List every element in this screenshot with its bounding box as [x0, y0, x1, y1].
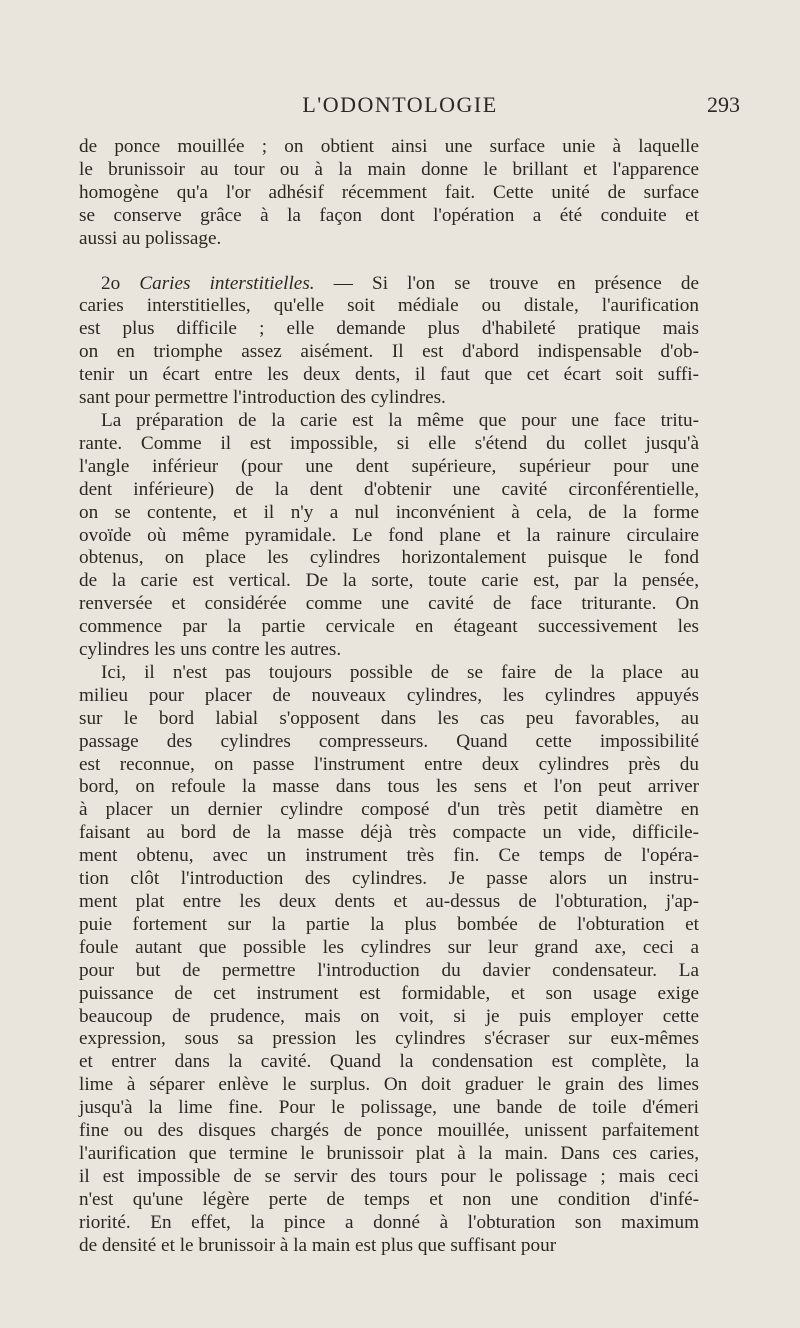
text-line: faisant au bord de la masse déjà très compacte un vide, difficile- [79, 822, 699, 844]
text-line: riorité. En effet, la pince a donné à l'obturation son maximum [79, 1211, 699, 1233]
page-number: 293 [707, 92, 740, 117]
text-line: obtenus, on place les cylindres horizontalement puisque le fond [79, 547, 699, 569]
text-line: La préparation de la carie est la même que pour une face tritu- [101, 409, 699, 431]
text-line: à placer un dernier cylindre composé d'un très petit diamètre en [79, 799, 699, 821]
text-line: sur le bord labial s'opposent dans les cas peu favorables, au [79, 707, 699, 729]
text-line: l'aurification que termine le brunissoir plat à la main. Dans ces caries, [79, 1142, 699, 1164]
text-line: tenir un écart entre les deux dents, il faut que cet écart soit suffi- [79, 364, 699, 386]
text-line: rante. Comme il est impossible, si elle s'étend du collet jusqu'à [79, 432, 699, 454]
text-line: n'est qu'une légère perte de temps et non une condition d'infé- [79, 1188, 699, 1210]
text-line: le brunissoir au tour ou à la main donne le brillant et l'apparence [79, 158, 699, 180]
text-line: pour but de permettre l'introduction du davier condensateur. La [79, 959, 699, 981]
text-line: bord, on refoule la masse dans tous les sens et l'on peut arriver [79, 776, 699, 798]
text-line: expression, sous sa pression les cylindres s'écraser sur eux-mêmes [79, 1028, 699, 1050]
text-line: est plus difficile ; elle demande plus d'habileté pratique mais [79, 318, 699, 340]
text-line: fine ou des disques chargés de ponce mouillée, unissent parfaitement [79, 1120, 699, 1142]
text-line [79, 273, 699, 296]
body-text [79, 136, 699, 1258]
text-line: sant pour permettre l'introduction des cylindres. [79, 387, 446, 409]
text-line: Ici, il n'est pas toujours possible de se faire de la place au [101, 661, 699, 683]
text-line: ovoïde où même pyramidale. Le fond plane et la rainure circulaire [79, 524, 699, 546]
text-line: de densité et le brunissoir à la main est plus que suffisant pour [79, 1234, 557, 1256]
text-line: cylindres les uns contre les autres. [79, 639, 342, 661]
text-line: de la carie est vertical. De la sorte, toute carie est, par la pensée, [79, 570, 699, 592]
text-line: on en triomphe assez aisément. Il est d'abord indispensable d'ob- [79, 341, 699, 363]
text-line: homogène qu'a l'or adhésif récemment fait. Cette unité de surface [79, 181, 699, 203]
text-line: il est impossible de se servir des tours pour le polissage ; mais ceci [79, 1165, 699, 1187]
text-line: lime à séparer enlève le surplus. On doit graduer le grain des limes [79, 1074, 699, 1096]
text-line: et entrer dans la cavité. Quand la condensation est complète, la [79, 1051, 699, 1073]
text-line: dent inférieure) de la dent d'obtenir une cavité circonférentielle, [79, 478, 699, 500]
paragraph [79, 662, 699, 1258]
section-number: 2o [101, 272, 121, 294]
text-line: foule autant que possible les cylindres sur leur grand axe, ceci a [79, 936, 699, 958]
text-line: milieu pour placer de nouveaux cylindres, les cylindres appuyés [79, 684, 699, 706]
text-line: commence par la partie cervicale en étageant successivement les [79, 616, 699, 638]
text-line: renversée et considérée comme une cavité de face triturante. On [79, 593, 699, 615]
text-line: beaucoup de prudence, mais on voit, si je puis employer cette [79, 1005, 699, 1027]
text-line: tion clôt l'introduction des cylindres. Je passe alors un instru- [79, 868, 699, 890]
running-title: L'ODONTOLOGIE [302, 92, 498, 117]
paragraph [79, 273, 699, 410]
text-line: on se contente, et il n'y a nul inconvénient à cela, de la forme [79, 501, 699, 523]
text-line: passage des cylindres compresseurs. Quand cette impossibilité [79, 730, 699, 752]
text-line: ment plat entre les deux dents et au-dessus de l'obturation, j'ap- [79, 891, 699, 912]
text-line: aussi au polissage. [79, 227, 222, 249]
text-line: puissance de cet instrument est formidable, et son usage exige [79, 982, 699, 1004]
paragraph [79, 410, 699, 662]
page-header [0, 88, 800, 124]
text-line: jusqu'à la lime fine. Pour le polissage, une bande de toile d'émeri [79, 1097, 699, 1119]
text-line: ment obtenu, avec un instrument très fin. Ce temps de l'opéra- [79, 845, 699, 867]
section-title: Caries interstitielles. [139, 272, 315, 294]
text-line: de ponce mouillée ; on obtient ainsi une surface unie à laquelle [79, 136, 699, 157]
text-line: caries interstitielles, qu'elle soit médiale ou distale, l'aurification [79, 295, 699, 317]
text-line-rest: — Si l'on se trouve en présence de [333, 272, 700, 294]
text-line: se conserve grâce à la façon dont l'opération a été conduite et [79, 204, 699, 226]
text-line: l'angle inférieur (pour une dent supérieure, supérieur pour une [79, 455, 699, 477]
text-line: puie fortement sur la partie la plus bombée de l'obturation et [79, 913, 699, 935]
text-line: est reconnue, on passe l'instrument entre deux cylindres près du [79, 753, 699, 775]
paragraph [79, 136, 699, 251]
